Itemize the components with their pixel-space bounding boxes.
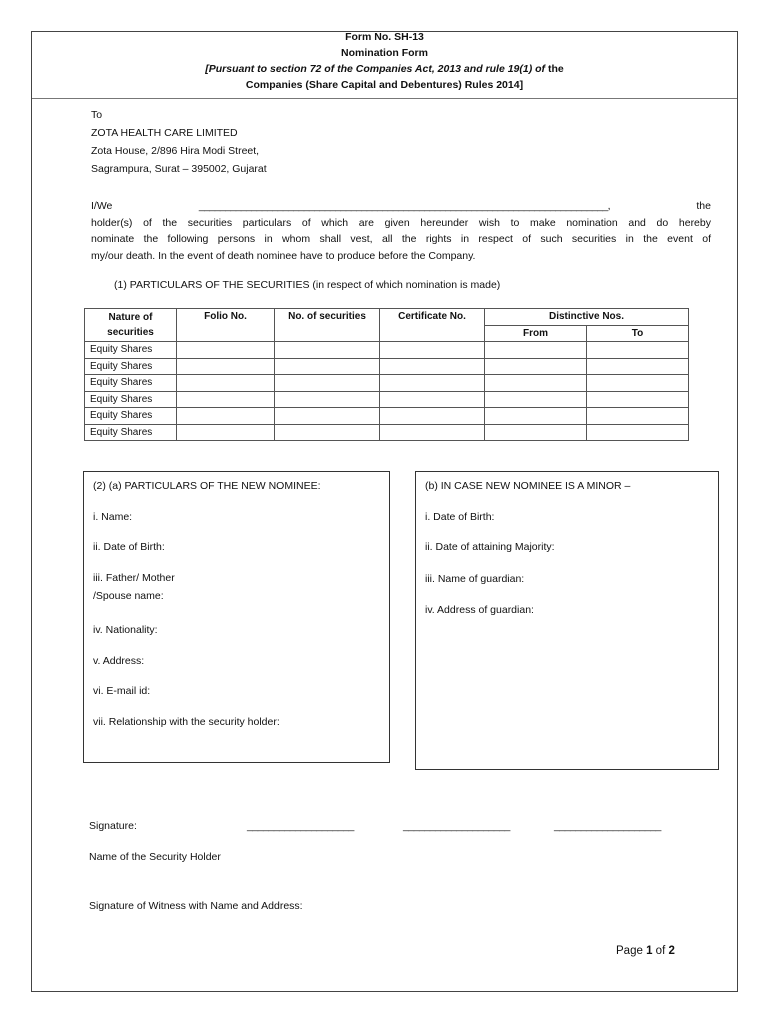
from-cell[interactable] — [485, 342, 587, 359]
securities-table — [84, 308, 689, 441]
col-num-securities: No. of securities — [275, 309, 380, 342]
nominee-name-field[interactable]: i. Name: — [93, 511, 133, 523]
signature-line-1[interactable]: ____________________ — [247, 820, 354, 832]
nature-cell: Equity Shares — [85, 408, 177, 425]
cert-cell[interactable] — [380, 375, 485, 392]
from-cell[interactable] — [485, 358, 587, 375]
declaration-line3: nominate the following persons in whom shall vest, all the rights in respect of such securities in the event of — [91, 233, 711, 245]
col-from: From — [485, 325, 587, 342]
to-cell[interactable] — [587, 358, 689, 375]
cert-cell[interactable] — [380, 342, 485, 359]
form-page — [31, 31, 738, 992]
nominee-nationality-field[interactable]: iv. Nationality: — [93, 624, 158, 636]
num-cell[interactable] — [275, 375, 380, 392]
nominee-father-field[interactable]: iii. Father/ Mother — [93, 572, 175, 584]
cert-cell[interactable] — [380, 424, 485, 441]
cert-cell[interactable] — [380, 358, 485, 375]
nature-cell: Equity Shares — [85, 391, 177, 408]
minor-guardian-address-field[interactable]: iv. Address of guardian: — [425, 604, 534, 616]
the-label: the — [696, 200, 711, 212]
declaration-paragraph — [91, 198, 711, 264]
minor-guardian-field[interactable]: iii. Name of guardian: — [425, 573, 525, 585]
minor-title: (b) IN CASE NEW NOMINEE IS A MINOR – — [425, 480, 631, 492]
to-cell[interactable] — [587, 424, 689, 441]
table-row — [85, 391, 689, 408]
num-cell[interactable] — [275, 391, 380, 408]
nominee-address-field[interactable]: v. Address: — [93, 655, 145, 667]
col-certificate: Certificate No. — [380, 309, 485, 342]
table-row — [85, 408, 689, 425]
cert-cell[interactable] — [380, 408, 485, 425]
signature-label: Signature: — [89, 820, 137, 832]
page-number: Page 1 of 2 — [616, 945, 675, 957]
from-cell[interactable] — [485, 391, 587, 408]
minor-dob-field[interactable]: i. Date of Birth: — [425, 511, 495, 523]
col-folio: Folio No. — [177, 309, 275, 342]
to-cell[interactable] — [587, 375, 689, 392]
folio-cell[interactable] — [177, 424, 275, 441]
iwe-label: I/We — [91, 200, 113, 212]
from-cell[interactable] — [485, 408, 587, 425]
holder-name-blank[interactable]: ______________________________________________________________________________, — [198, 200, 610, 212]
address-line2: Sagrampura, Surat – 395002, Gujarat — [91, 163, 267, 175]
nominee-email-field[interactable]: vi. E-mail id: — [93, 685, 151, 697]
signature-line-3[interactable]: ____________________ — [554, 820, 661, 832]
col-nature: Nature of securities — [85, 309, 177, 342]
nominee-title: (2) (a) PARTICULARS OF THE NEW NOMINEE: — [93, 480, 321, 492]
form-header — [32, 32, 737, 99]
minor-nominee-box — [415, 471, 719, 770]
form-number: Form No. SH-13 — [345, 31, 424, 43]
witness-label: Signature of Witness with Name and Address: — [89, 900, 303, 912]
col-to: To — [587, 325, 689, 342]
table-row — [85, 375, 689, 392]
address-line1: Zota House, 2/896 Hira Modi Street, — [91, 145, 260, 157]
nominee-dob-field[interactable]: ii. Date of Birth: — [93, 541, 165, 553]
num-cell[interactable] — [275, 358, 380, 375]
to-cell[interactable] — [587, 342, 689, 359]
declaration-line4: my/our death. In the event of death nominee have to produce before the Company. — [91, 249, 476, 262]
declaration-line2: holder(s) of the securities particulars of which are given hereunder wish to make nomination and do hereby — [91, 216, 711, 229]
to-cell[interactable] — [587, 391, 689, 408]
table-row — [85, 358, 689, 375]
nominee-spouse-label: /Spouse name: — [93, 590, 164, 602]
minor-majority-field[interactable]: ii. Date of attaining Majority: — [425, 541, 555, 553]
form-pursuant: [Pursuant to section 72 of the Companies Act, 2013 and rule 19(1) of the — [205, 63, 564, 75]
holder-name-label: Name of the Security Holder — [89, 851, 221, 863]
declaration-first-line — [91, 198, 711, 215]
nature-cell: Equity Shares — [85, 342, 177, 359]
form-name: Nomination Form — [341, 47, 428, 59]
folio-cell[interactable] — [177, 358, 275, 375]
form-rules: Companies (Share Capital and Debentures) Rules 2014] — [245, 79, 524, 91]
address-to: To — [91, 109, 103, 121]
folio-cell[interactable] — [177, 342, 275, 359]
from-cell[interactable] — [485, 424, 587, 441]
folio-cell[interactable] — [177, 391, 275, 408]
section1-title: (1) PARTICULARS OF THE SECURITIES (in respect of which nomination is made) — [114, 279, 501, 291]
nature-cell: Equity Shares — [85, 358, 177, 375]
nature-cell: Equity Shares — [85, 424, 177, 441]
new-nominee-box — [83, 471, 390, 763]
table-row — [85, 342, 689, 359]
table-row — [85, 424, 689, 441]
cert-cell[interactable] — [380, 391, 485, 408]
nature-cell: Equity Shares — [85, 375, 177, 392]
signature-line-2[interactable]: ____________________ — [403, 820, 510, 832]
folio-cell[interactable] — [177, 375, 275, 392]
num-cell[interactable] — [275, 424, 380, 441]
num-cell[interactable] — [275, 408, 380, 425]
folio-cell[interactable] — [177, 408, 275, 425]
nominee-relationship-field[interactable]: vii. Relationship with the security holder: — [93, 716, 280, 728]
to-cell[interactable] — [587, 408, 689, 425]
from-cell[interactable] — [485, 375, 587, 392]
col-distinctive: Distinctive Nos. — [485, 309, 689, 326]
num-cell[interactable] — [275, 342, 380, 359]
address-company: ZOTA HEALTH CARE LIMITED — [91, 127, 238, 139]
